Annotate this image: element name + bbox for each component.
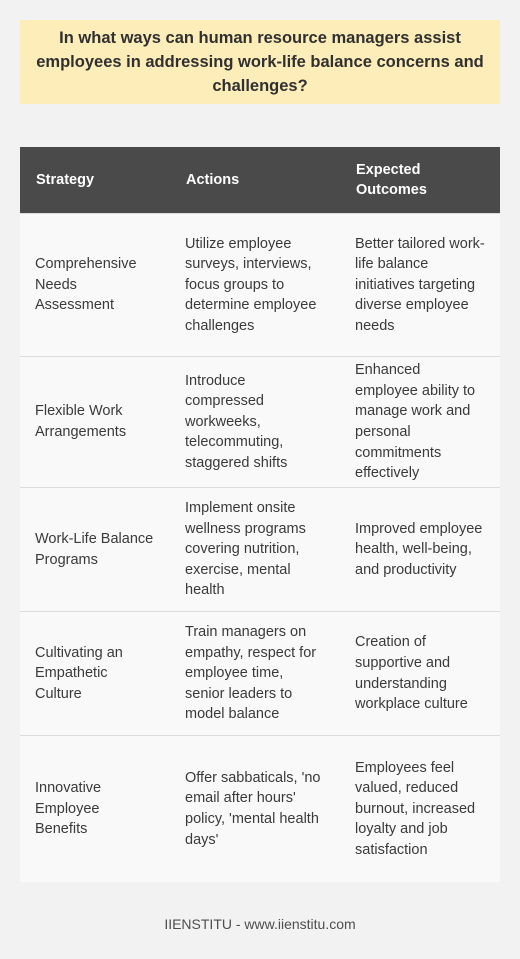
header-actions: Actions — [170, 147, 340, 214]
header-expected-outcomes: Expected Outcomes — [340, 147, 500, 214]
page-title: In what ways can human resource managers assist employees in addressing work-life balance concerns and challenges? — [20, 20, 500, 104]
table-row — [20, 488, 500, 612]
strategy-cell: Work-Life Balance Programs — [20, 488, 170, 612]
strategy-table — [20, 147, 500, 882]
outcomes-cell: Enhanced employee ability to manage work and personal commitments effectively — [340, 357, 500, 488]
table-row — [20, 736, 500, 883]
footer-credit: IIENSTITU - www.iienstitu.com — [164, 916, 356, 932]
actions-cell: Implement onsite wellness programs covering nutrition, exercise, mental health — [170, 488, 340, 612]
actions-cell: Offer sabbaticals, 'no email after hours' policy, 'mental health days' — [170, 736, 340, 883]
strategy-cell: Innovative Employee Benefits — [20, 736, 170, 883]
outcomes-cell: Employees feel valued, reduced burnout, increased loyalty and job satisfaction — [340, 736, 500, 883]
actions-cell: Utilize employee surveys, interviews, focus groups to determine employee challenges — [170, 214, 340, 357]
table-header-row — [20, 147, 500, 214]
table-row — [20, 612, 500, 736]
strategy-cell: Comprehensive Needs Assessment — [20, 214, 170, 357]
actions-cell: Train managers on empathy, respect for employee time, senior leaders to model balance — [170, 612, 340, 736]
actions-cell: Introduce compressed workweeks, telecommuting, staggered shifts — [170, 357, 340, 488]
table-row — [20, 214, 500, 357]
outcomes-cell: Improved employee health, well-being, and productivity — [340, 488, 500, 612]
strategy-cell: Flexible Work Arrangements — [20, 357, 170, 488]
strategy-cell: Cultivating an Empathetic Culture — [20, 612, 170, 736]
header-strategy: Strategy — [20, 147, 170, 214]
outcomes-cell: Creation of supportive and understanding workplace culture — [340, 612, 500, 736]
outcomes-cell: Better tailored work-life balance initiatives targeting diverse employee needs — [340, 214, 500, 357]
table-row — [20, 357, 500, 488]
